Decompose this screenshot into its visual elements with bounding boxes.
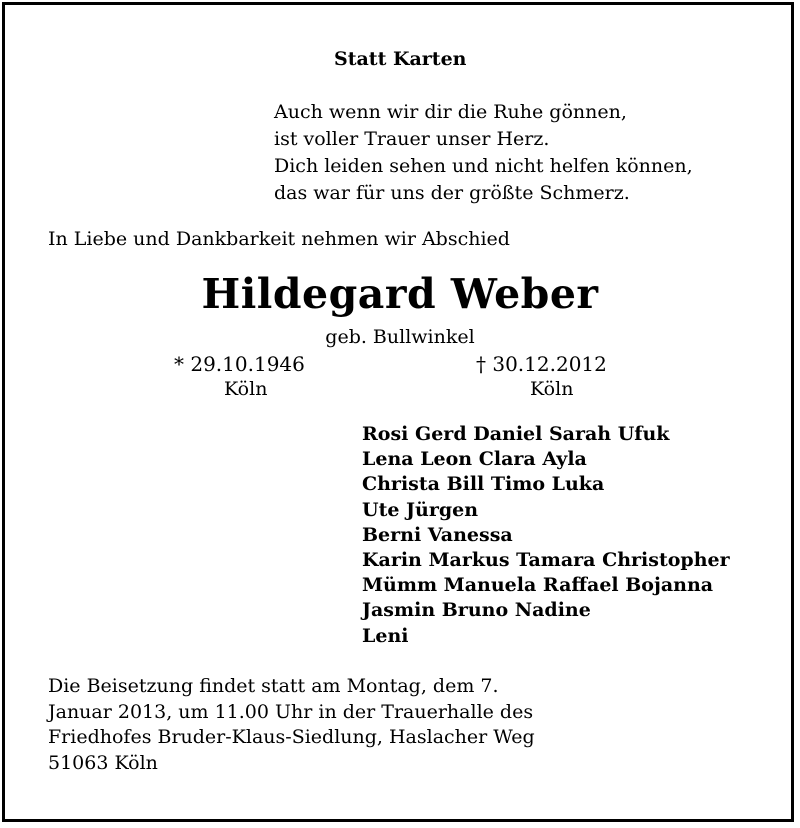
mourners-list: [362, 422, 730, 649]
death-place: Köln: [530, 378, 574, 400]
mourner-line: Leni: [362, 624, 409, 647]
birth-date: * 29.10.1946: [174, 352, 305, 376]
mourner-line: Berni Vanessa: [362, 523, 513, 546]
mourner-line: Christa Bill Timo Luka: [362, 473, 605, 496]
mourner-line: Mümm Manuela Raffael Bojanna: [362, 574, 714, 597]
funeral-details: [48, 674, 535, 776]
poem: [274, 99, 693, 207]
poem-line: ist voller Trauer unser Herz.: [274, 128, 550, 150]
funeral-line: 51063 Köln: [48, 751, 158, 774]
funeral-line: Friedhofes Bruder-Klaus-Siedlung, Haslacher Weg: [48, 726, 535, 748]
funeral-line: Die Beisetzung findet statt am Montag, dem 7.: [48, 675, 499, 697]
funeral-line: Januar 2013, um 11.00 Uhr in der Trauerhalle des: [48, 700, 534, 723]
maiden-name: geb. Bullwinkel: [325, 326, 475, 348]
mourner-line: Ute Jürgen: [362, 498, 479, 521]
poem-line: Dich leiden sehen und nicht helfen können,: [274, 155, 693, 177]
death-date: † 30.12.2012: [476, 352, 607, 376]
mourner-line: Jasmin Bruno Nadine: [362, 599, 591, 622]
mourner-line: Rosi Gerd Daniel Sarah Ufuk: [362, 423, 670, 445]
birth-place: Köln: [224, 378, 268, 400]
farewell-intro: In Liebe und Dankbarkeit nehmen wir Abschied: [48, 228, 510, 250]
poem-line: Auch wenn wir dir die Ruhe gönnen,: [274, 101, 627, 123]
deceased-name: Hildegard Weber: [201, 270, 599, 318]
mourner-line: Lena Leon Clara Ayla: [362, 448, 587, 471]
notice-header: Statt Karten: [334, 48, 467, 70]
poem-line: das war für uns der größte Schmerz.: [274, 182, 630, 204]
mourner-line: Karin Markus Tamara Christopher: [362, 549, 730, 572]
